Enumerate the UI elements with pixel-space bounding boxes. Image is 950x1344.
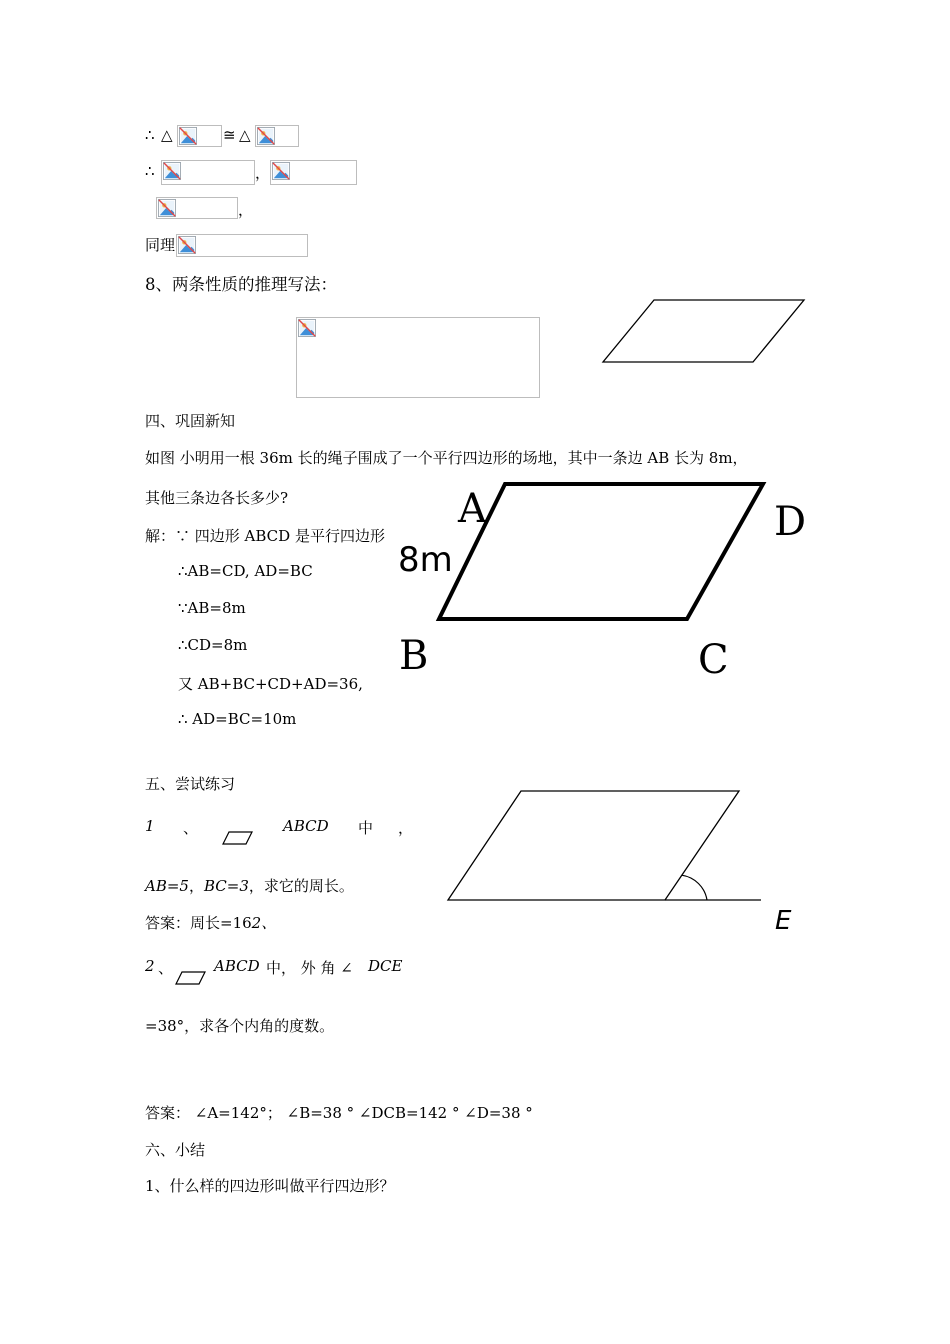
vertex-label-c: C bbox=[698, 637, 729, 683]
problem-line-2: 其他三条边各长多少? bbox=[145, 489, 289, 507]
vertex-label-d: D bbox=[774, 499, 807, 545]
figure-name: ABCD bbox=[283, 817, 329, 835]
therefore-symbol: ∴ bbox=[145, 162, 155, 180]
solution-line: ∵AB=8m bbox=[178, 599, 246, 617]
question-1-line-2: AB=5，BC=3，求它的周长。 bbox=[145, 877, 354, 895]
parallelogram-figure bbox=[600, 297, 810, 367]
broken-image-icon bbox=[156, 197, 238, 219]
vertex-label-a: A bbox=[458, 486, 487, 532]
section8-title: 8、两条性质的推理写法： bbox=[145, 275, 337, 294]
broken-image-icon bbox=[161, 160, 255, 185]
similarly-label: 同理 bbox=[145, 236, 176, 254]
congruent-symbol: ≅ bbox=[223, 126, 236, 144]
parallelogram-symbol-icon bbox=[222, 830, 254, 846]
broken-image-icon bbox=[296, 317, 540, 398]
figure-name: ABCD bbox=[214, 957, 260, 975]
question-number: 2 bbox=[145, 957, 155, 975]
solution-line: 又 AB+BC+CD+AD=36, bbox=[178, 675, 363, 693]
broken-image-icon bbox=[270, 160, 357, 185]
answer-1: 答案：周长=162、 bbox=[145, 914, 277, 932]
parallelogram-symbol-icon bbox=[175, 970, 207, 986]
solution-line: ∴AB=CD, AD=BC bbox=[178, 562, 313, 580]
separator: 、 bbox=[158, 959, 174, 977]
section6-heading: 六、小结 bbox=[145, 1141, 206, 1159]
solution-line: 解：∵ 四边形 ABCD 是平行四边形 bbox=[145, 527, 385, 545]
problem-line-1: 如图 小明用一根 36m 长的绳子围成了一个平行四边形的场地，其中一条边 AB 长为 8m， bbox=[145, 449, 748, 467]
solution-line: ∴ AD=BC=10m bbox=[178, 710, 297, 728]
question-text: 中， 外 角 ∠ bbox=[266, 959, 353, 977]
therefore-symbol: ∴ bbox=[145, 126, 155, 144]
answer-2: 答案： ∠A=142°； ∠B=38 ° ∠DCB=142 ° ∠D=38 ° bbox=[145, 1104, 533, 1122]
angle-name: DCE bbox=[368, 957, 403, 975]
question-2-line-2: =38°，求各个内角的度数。 bbox=[145, 1017, 335, 1035]
triangle-symbol: △ bbox=[239, 126, 251, 144]
broken-image-icon bbox=[177, 125, 222, 147]
triangle-symbol: △ bbox=[161, 126, 173, 144]
broken-image-icon bbox=[176, 234, 308, 257]
side-length-label: 8m bbox=[398, 540, 453, 580]
point-label-e: E bbox=[775, 906, 792, 936]
comma: ， bbox=[238, 201, 254, 219]
separator: 、 bbox=[183, 819, 199, 837]
exterior-angle-figure bbox=[445, 788, 767, 906]
broken-image-icon bbox=[255, 125, 299, 147]
word-in: 中 bbox=[358, 819, 374, 837]
comma: ， bbox=[255, 164, 271, 182]
summary-question-1: 1、什么样的四边形叫做平行四边形？ bbox=[145, 1177, 395, 1195]
question-number: 1 bbox=[145, 817, 155, 835]
section4-heading: 四、巩固新知 bbox=[145, 412, 236, 430]
section5-heading: 五、尝试练习 bbox=[145, 775, 236, 793]
vertex-label-b: B bbox=[399, 633, 429, 679]
solution-line: ∴CD=8m bbox=[178, 636, 248, 654]
comma: ， bbox=[398, 819, 414, 837]
